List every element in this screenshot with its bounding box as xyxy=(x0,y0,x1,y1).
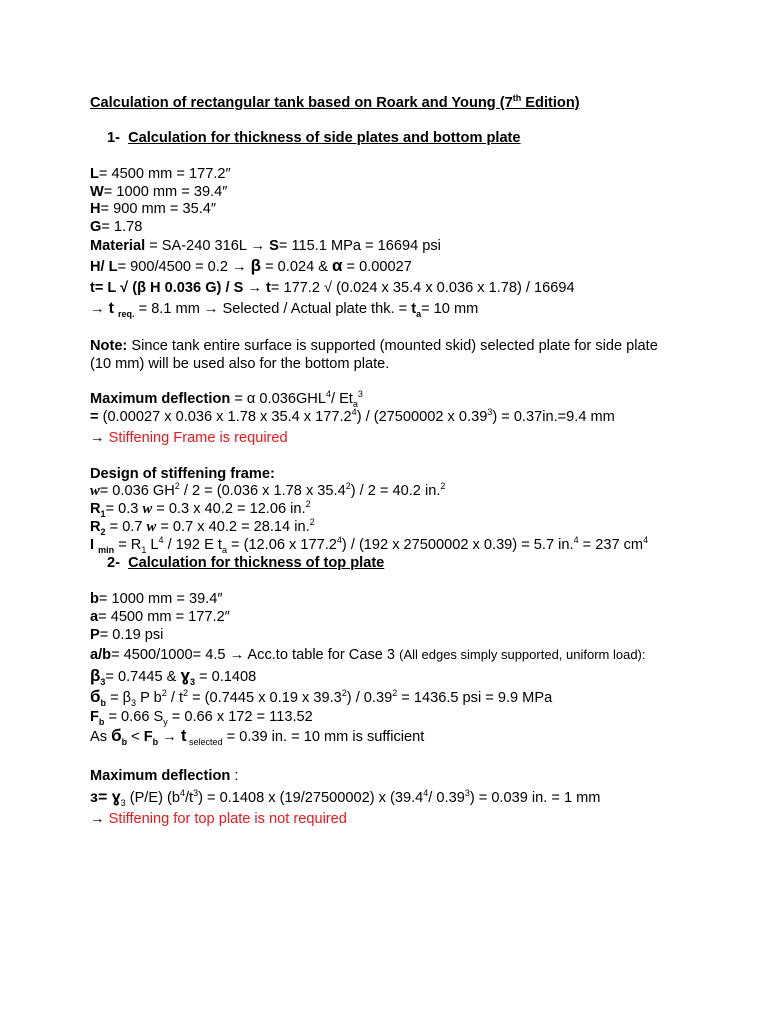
sup: 4 xyxy=(325,389,331,400)
section-1-title: Calculation for thickness of side plates and bottom plate xyxy=(128,130,521,146)
arrow-glyph: → xyxy=(90,430,109,446)
ratio-label: H/ L xyxy=(90,259,118,275)
document-title xyxy=(90,94,580,112)
w-symbol: w xyxy=(142,501,153,517)
sup: 2 xyxy=(174,481,180,492)
i-formula-2: L xyxy=(146,537,159,553)
r2-symbol: R xyxy=(90,519,101,535)
ta-symbol: t xyxy=(411,301,417,317)
stiffening-frame-required-text: Stiffening Frame is required xyxy=(108,430,288,446)
param-a xyxy=(90,608,230,626)
t-symbol: t xyxy=(108,300,114,317)
sub: 3 xyxy=(100,676,106,687)
sub: b xyxy=(152,736,159,747)
ab-line xyxy=(90,646,646,664)
r1-line xyxy=(90,500,311,518)
sup: 4 xyxy=(158,535,164,546)
sup: 2 xyxy=(440,481,446,492)
thickness-result-text: = 8.1 mm → Selected / Actual plate thk. = xyxy=(134,301,412,317)
i-min-line xyxy=(90,536,648,554)
material-line xyxy=(90,237,441,255)
design-title: Design of stiffening frame: xyxy=(90,466,275,482)
material-S-symbol: S xyxy=(269,238,279,254)
as-prefix: As xyxy=(90,729,112,745)
w-symbol: w xyxy=(90,483,100,499)
section-1-number: 1- xyxy=(107,130,120,146)
equals-sign: = xyxy=(90,409,99,425)
i-formula-3: / 192 E t xyxy=(163,537,222,553)
thickness-formula-calc: = 177.2 √ (0.024 x 35.4 x 0.036 x 1.78) / 16694 xyxy=(270,280,575,296)
param-W xyxy=(90,183,227,201)
alpha-symbol: α xyxy=(332,256,343,275)
sub: selected xyxy=(186,736,223,747)
colon: : xyxy=(230,768,239,784)
deflection2-formula-3: ) = 0.1408 x (19/27500002) x (39.4 xyxy=(198,790,424,806)
sub: b xyxy=(100,697,107,708)
deflection2-result: ) = 0.039 in. = 1 mm xyxy=(469,790,601,806)
sigma-result: = 1436.5 psi = 9.9 MPa xyxy=(397,690,553,706)
deflection-formula-2: / Et xyxy=(330,391,353,407)
max-deflection-2-label: Maximum deflection xyxy=(90,768,231,784)
Fb-symbol: F xyxy=(90,709,99,725)
ratio-line xyxy=(90,257,412,276)
param-P-value: = 0.19 psi xyxy=(99,627,164,643)
max-deflection-1-formula xyxy=(90,390,363,408)
i-formula-4: = (12.06 x 177.2 xyxy=(226,537,337,553)
i-formula-1: = R xyxy=(114,537,142,553)
section-1-heading xyxy=(107,129,521,147)
deflection-calc-2: ) / (27500002 x 0.39 xyxy=(356,409,488,425)
param-H xyxy=(90,200,216,218)
material-S-value: = 115.1 MPa = 16694 psi xyxy=(278,238,441,254)
deflection-calc-1: (0.00027 x 0.036 x 1.78 x 35.4 x 177.2 xyxy=(98,409,352,425)
title-sup: th xyxy=(512,93,522,104)
ab-case-note: (All edges simply supported, uniform load): xyxy=(399,647,646,662)
material-grade: = SA-240 316L → xyxy=(145,238,270,254)
param-b xyxy=(90,590,223,608)
sub: a xyxy=(352,398,358,409)
w-formula-3: ) / 2 = 40.2 in. xyxy=(350,483,441,499)
w-symbol: w xyxy=(146,519,157,535)
section-2-title: Calculation for thickness of top plate xyxy=(128,555,385,571)
sub: 1 xyxy=(100,508,106,519)
sup: 3 xyxy=(487,407,493,418)
max-deflection-1-label: Maximum deflection xyxy=(90,391,231,407)
w-formula-2: / 2 = (0.036 x 1.78 x 35.4 xyxy=(179,483,346,499)
deflection2-formula-2: /t xyxy=(185,790,194,806)
ta-value: = 10 mm xyxy=(421,301,479,317)
sup: 2 xyxy=(341,688,347,699)
param-b-value: = 1000 mm = 39.4″ xyxy=(98,591,223,607)
Fb-result: = 0.66 x 172 = 113.52 xyxy=(167,709,313,725)
r2-formula-1: = 0.7 xyxy=(105,519,147,535)
thickness-formula xyxy=(90,279,575,297)
sub: b xyxy=(121,736,128,747)
sub: y xyxy=(163,716,168,727)
sup: 4 xyxy=(179,788,185,799)
max-deflection-2-result xyxy=(90,810,347,828)
r1-symbol: R xyxy=(90,501,101,517)
i-formula-5: ) / (192 x 27500002 x 0.39) = 5.7 in. xyxy=(341,537,574,553)
ratio-value: = 900/4500 = 0.2 → xyxy=(117,259,251,275)
i-symbol: I xyxy=(90,537,95,553)
param-b-symbol: b xyxy=(90,591,99,607)
sup: 4 xyxy=(573,535,579,546)
sub: a xyxy=(221,544,227,555)
param-L-value: = 4500 mm = 177.2″ xyxy=(98,166,231,182)
note-text-1: Since tank entire surface is supported (mounted skid) selected plate for side plate xyxy=(127,338,658,354)
delta-symbol: з= ɣ xyxy=(90,789,121,806)
sup: 3 xyxy=(193,788,199,799)
sigma-formula-3: / t xyxy=(166,690,183,706)
ab-symbol: a/b xyxy=(90,647,112,663)
arrow-glyph: → xyxy=(90,301,109,317)
arrow-glyph: → xyxy=(158,729,181,745)
gamma-symbol: ɣ xyxy=(180,666,190,685)
gamma3-value: = 0.1408 xyxy=(194,669,257,685)
sup: 3 xyxy=(464,788,470,799)
sup: 4 xyxy=(351,407,357,418)
sigma-line xyxy=(90,688,552,707)
r2-line xyxy=(90,518,315,536)
sup: 2 xyxy=(345,481,351,492)
sub: b xyxy=(98,716,105,727)
as-line xyxy=(90,727,424,746)
thickness-result xyxy=(90,300,478,318)
sup: 2 xyxy=(305,499,311,510)
arrow-glyph: → xyxy=(90,811,109,827)
F-symbol: F xyxy=(143,729,153,745)
sup: 2 xyxy=(309,517,315,528)
beta-symbol: β xyxy=(250,256,262,275)
ta-sub: a xyxy=(416,308,422,319)
beta-value: = 0.024 & xyxy=(261,259,333,275)
sup: 4 xyxy=(423,788,429,799)
sup: 3 xyxy=(357,389,363,400)
r1-formula-1: = 0.3 xyxy=(105,501,143,517)
deflection-formula: = α 0.036GHL xyxy=(230,391,326,407)
param-a-symbol: a xyxy=(90,609,99,625)
section-2-heading xyxy=(107,554,384,572)
w-formula-1: = 0.036 GH xyxy=(99,483,175,499)
t-symbol: t xyxy=(180,726,187,745)
sub: min xyxy=(98,544,115,555)
param-P-symbol: P xyxy=(90,627,100,643)
section-2-number: 2- xyxy=(107,555,120,571)
max-deflection-1-result xyxy=(90,429,288,447)
deflection-calc-3: ) = 0.37in.=9.4 mm xyxy=(492,409,615,425)
Fb-line xyxy=(90,708,313,726)
material-label: Material xyxy=(90,238,146,254)
stiffening-not-required-text: Stiffening for top plate is not required xyxy=(108,811,347,827)
param-P xyxy=(90,626,163,644)
alpha-value: = 0.00027 xyxy=(342,259,412,275)
param-H-symbol: H xyxy=(90,201,101,217)
t-req-sub: req. xyxy=(118,308,135,319)
i-formula-6: = 237 cm xyxy=(578,537,644,553)
sub: 3 xyxy=(120,797,126,808)
less-than: < xyxy=(127,729,144,745)
as-result: = 0.39 in. = 10 mm is sufficient xyxy=(222,729,425,745)
sigma-formula-2: P b xyxy=(136,690,162,706)
param-L-symbol: L xyxy=(90,166,99,182)
sigma-formula-1: = β xyxy=(106,690,132,706)
param-H-value: = 900 mm = 35.4″ xyxy=(100,201,217,217)
sigma-formula-4: = (0.7445 x 0.19 x 39.3 xyxy=(188,690,342,706)
r1-formula-2: = 0.3 x 40.2 = 12.06 in. xyxy=(152,501,306,517)
sup: 2 xyxy=(183,688,189,699)
param-W-value: = 1000 mm = 39.4″ xyxy=(103,184,228,200)
beta3-line xyxy=(90,667,256,686)
title-text: Calculation of rectangular tank based on Roark and Young (7 xyxy=(90,95,513,111)
note-text-2: (10 mm) will be used also for the bottom plate. xyxy=(90,356,390,372)
param-G xyxy=(90,218,142,236)
sub: 3 xyxy=(131,697,137,708)
note-line-2 xyxy=(90,355,389,373)
title-end: Edition) xyxy=(521,95,580,111)
sub: 3 xyxy=(189,676,195,687)
param-L xyxy=(90,165,231,183)
sigma-symbol: б xyxy=(90,687,101,706)
r2-formula-2: = 0.7 x 40.2 = 28.14 in. xyxy=(156,519,310,535)
Fb-formula: = 0.66 S xyxy=(104,709,164,725)
sub: 2 xyxy=(100,526,106,537)
sigma-symbol: б xyxy=(111,726,122,745)
param-G-symbol: G xyxy=(90,219,102,235)
sigma-formula-5: ) / 0.39 xyxy=(346,690,393,706)
max-deflection-1-calc xyxy=(90,408,615,426)
beta-symbol: β xyxy=(90,666,101,685)
param-a-value: = 4500 mm = 177.2″ xyxy=(98,609,230,625)
beta3-value: = 0.7445 & xyxy=(105,669,181,685)
deflection2-formula-4: / 0.39 xyxy=(428,790,465,806)
note-line-1 xyxy=(90,337,658,355)
sup: 4 xyxy=(643,535,649,546)
w-line xyxy=(90,482,445,500)
sub: 1 xyxy=(141,544,147,555)
deflection2-formula-1: (P/E) (b xyxy=(125,790,180,806)
param-G-value: = 1.78 xyxy=(101,219,143,235)
note-label: Note: xyxy=(90,338,128,354)
sup: 2 xyxy=(161,688,167,699)
ab-value: = 4500/1000= 4.5 → Acc.to table for Case 3 xyxy=(111,647,400,663)
param-W-symbol: W xyxy=(90,184,104,200)
max-deflection-2-calc xyxy=(90,789,600,807)
sup: 2 xyxy=(392,688,398,699)
thickness-formula-bold: t= L √ (β H 0.036 G) / S → t xyxy=(90,280,271,296)
sup: 4 xyxy=(336,535,342,546)
max-deflection-2-label-line xyxy=(90,767,238,785)
